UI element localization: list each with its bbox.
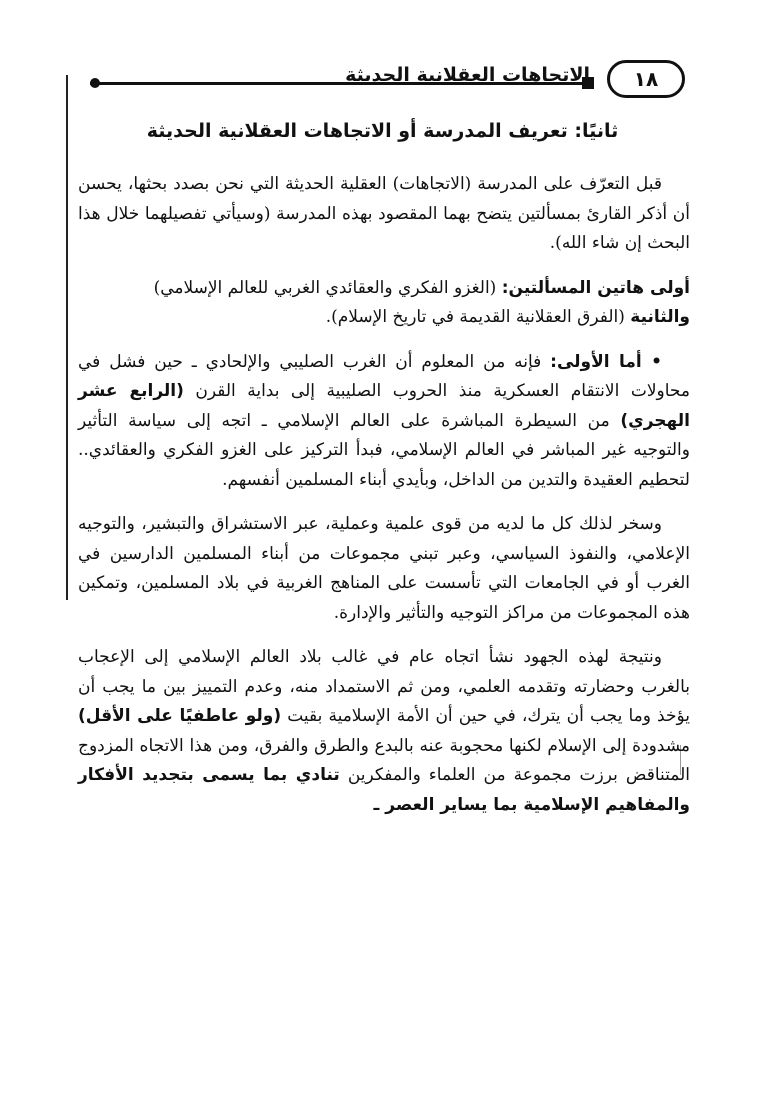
bold-phrase: (الرابع عشر الهجري) xyxy=(78,381,690,431)
paragraph-text: ونتيجة لهذه الجهود نشأ اتجاه عام في غالب بلاد العالم الإسلامي إلى الإعجاب بالغرب وحضارته وتقدمه العلمي، ومن ثم الاستمداد منه، وعدم التمييز بين ما يجب أن يؤخذ وما يجب أن يترك، في حين أن الأمة الإسلامية بقيت xyxy=(78,647,691,726)
paragraph-two-issues xyxy=(78,274,690,333)
paragraph-result xyxy=(78,643,690,820)
paragraph-text: مشدودة إلى الإسلام لكنها محجوبة عنه بالبدع والطرق والفرق، ومن هذا الاتجاه المزدوج المتناقض برزت مجموعة من العلماء والمفكرين xyxy=(78,735,690,785)
paragraph-text: فإنه من المعلوم أن الغرب الصليبي والإلحادي ـ حين فشل في محاولات الانتقام العسكرية منذ الحروب الصليبية إلى بداية القرن xyxy=(78,351,690,401)
bold-phrase: (ولو عاطفيًا على الأقل) xyxy=(78,706,282,726)
paragraph-intro xyxy=(78,170,690,259)
bold-phrase: تنادي بما يسمى بتجديد الأفكار والمفاهيم الإسلامية بما يساير العصر ـ xyxy=(78,765,690,815)
running-header xyxy=(90,60,685,100)
paragraph-text: (الفرق العقلانية القديمة في تاريخ الإسلام). xyxy=(325,307,631,327)
page-number: ١٨ xyxy=(607,60,685,98)
bold-lead: • أما الأولى: xyxy=(550,351,663,372)
paragraph-text: قبل التعرّف على المدرسة (الاتجاهات) العقلية الحديثة التي نحن بصدد بحثها، يحسن أن أذكر القارئ بمسألتين يتضح بهما المقصود بهذه المدرسة (وسيأتي تفصيلهما خلال هذا البحث إن شاء الله). xyxy=(78,174,690,253)
paragraph-first-issue xyxy=(78,348,690,496)
body-text xyxy=(78,170,690,835)
section-heading: ثانيًا: تعريف المدرسة أو الاتجاهات العقلانية الحديثة xyxy=(146,120,619,142)
paragraph-text: وسخر لذلك كل ما لديه من قوى علمية وعملية، عبر الاستشراق والتبشير، والتوجيه الإعلامي، والنفوذ السياسي، وعبر تبني مجموعات من أبناء المسلمين الدارسين في الغرب أو في الجامعات التي تأسست على المناهج الغربية في بلاد المسلمين، وتمكين هذه المجموعات من مراكز التوجيه والتأثير والإدارة. xyxy=(78,514,690,623)
bold-lead: أولى هاتين المسألتين: xyxy=(501,277,690,298)
bold-lead: والثانية xyxy=(630,307,690,327)
running-title: الاتجاهات العقلانية الحديثة xyxy=(345,64,590,86)
left-margin-rule xyxy=(66,75,68,600)
paragraph-means xyxy=(78,510,690,628)
paragraph-text: (الغزو الفكري والعقائدي الغربي للعالم الإسلامي) xyxy=(153,277,502,298)
paragraph-text: من السيطرة المباشرة على العالم الإسلامي ـ اتجه إلى سياسة التأثير والتوجيه غير المباشر في العالم الإسلامي، فبدأ التركيز على الغزو الفكري والعقائدي.. لتحطيم العقيدة والتدين من الداخل، وبأيدي أبناء المسلمين أنفسهم. xyxy=(78,410,690,490)
